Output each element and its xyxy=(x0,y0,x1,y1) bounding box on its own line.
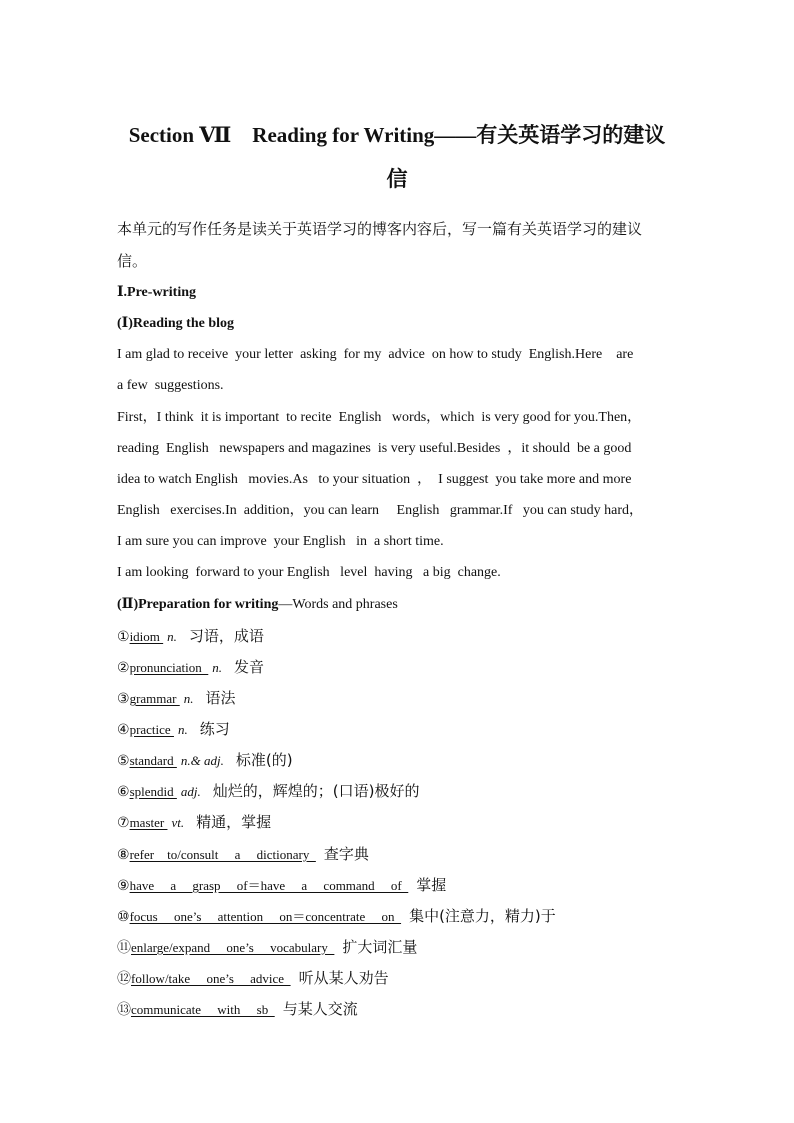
vocab-pos: n. xyxy=(167,629,177,644)
vocab-meaning: 习语，成语 xyxy=(188,627,264,645)
vocab-term: follow/take one’s advice xyxy=(131,971,291,986)
vocab-meaning: 掌握 xyxy=(416,876,447,894)
blog-line: I am looking forward to your English level having a big change. xyxy=(117,565,501,580)
blog-line: First，I think it is important to recite English words，which is very good for you.Then， xyxy=(117,410,642,425)
vocab-item xyxy=(117,937,417,959)
intro-line-2: 信。 xyxy=(117,252,148,270)
vocab-number: ⑤ xyxy=(117,753,130,769)
vocab-number: ⑧ xyxy=(117,847,130,863)
vocab-number: ② xyxy=(117,660,130,676)
blog-line: I am glad to receive your letter asking for my advice on how to study English.Here are xyxy=(117,347,634,362)
vocab-item xyxy=(117,657,264,679)
vocab-number: ⑨ xyxy=(117,878,130,894)
vocab-item xyxy=(117,781,419,803)
vocab-item xyxy=(117,812,271,834)
vocab-term: splendid xyxy=(129,784,177,799)
vocab-term: practice xyxy=(129,722,174,737)
vocab-pos: n.& adj. xyxy=(180,753,224,768)
vocab-number: ⑫ xyxy=(117,971,131,987)
vocab-meaning: 语法 xyxy=(205,689,236,707)
vocab-term: focus one’s attention on＝concentrate on xyxy=(129,909,402,924)
subheading-reading-blog: (Ⅰ)Reading the blog xyxy=(117,316,234,331)
vocab-meaning: 与某人交流 xyxy=(282,1000,358,1018)
vocab-pos: adj. xyxy=(180,784,201,799)
blog-line: a few suggestions. xyxy=(117,378,224,393)
subheading-preparation xyxy=(117,595,398,615)
title-line-1: Section Ⅶ Reading for Writing——有关英语学习的建议 xyxy=(128,123,666,147)
vocab-number: ⑩ xyxy=(117,909,130,925)
vocab-meaning: 查字典 xyxy=(323,845,369,863)
vocab-term: idiom xyxy=(129,629,164,644)
vocab-term: refer to/consult a dictionary xyxy=(129,847,316,862)
vocab-meaning: 精通，掌握 xyxy=(196,813,272,831)
vocab-term: have a grasp of＝have a command of xyxy=(129,878,409,893)
vocab-item xyxy=(117,906,556,928)
vocab-item xyxy=(117,626,264,648)
vocab-number: ③ xyxy=(117,691,130,707)
page-title xyxy=(116,113,678,201)
vocab-number: ① xyxy=(117,629,130,645)
vocab-term: master xyxy=(129,815,168,830)
vocab-meaning: 发音 xyxy=(234,658,265,676)
vocab-meaning: 标准(的) xyxy=(235,751,293,769)
vocab-item xyxy=(117,875,446,897)
vocab-meaning: 练习 xyxy=(199,720,230,738)
vocab-pos: n. xyxy=(212,660,223,675)
vocab-pos: n. xyxy=(183,691,194,706)
vocab-item xyxy=(117,719,230,741)
blog-line: idea to watch English movies.As to your situation ， I suggest you take more and more xyxy=(117,472,632,487)
vocab-item xyxy=(117,968,389,990)
vocab-number: ④ xyxy=(117,722,130,738)
vocab-item xyxy=(117,688,236,710)
vocab-number: ⑪ xyxy=(117,940,131,956)
vocab-meaning: 灿烂的，辉煌的；(口语)极好的 xyxy=(212,782,420,800)
vocab-number: ⑥ xyxy=(117,784,130,800)
vocab-item xyxy=(117,750,293,772)
blog-line: reading English newspapers and magazines is very useful.Besides ，it should be a good xyxy=(117,441,632,456)
vocab-term: pronunciation xyxy=(129,660,209,675)
vocab-term: grammar xyxy=(129,691,180,706)
vocab-pos: n. xyxy=(177,722,188,737)
subheading-preparation-bold: (Ⅱ)Preparation for writing xyxy=(117,597,279,612)
vocab-pos: vt. xyxy=(171,815,185,830)
vocab-term: standard xyxy=(129,753,177,768)
blog-line: I am sure you can improve your English in a short time. xyxy=(117,534,444,549)
vocab-number: ⑬ xyxy=(117,1002,131,1018)
vocab-item xyxy=(117,844,369,866)
intro-line-1: 本单元的写作任务是读关于英语学习的博客内容后，写一篇有关英语学习的建议 xyxy=(117,220,643,238)
section-heading-prewriting: Ⅰ.Pre-writing xyxy=(117,285,196,300)
blog-line: English exercises.In addition，you can learn English grammar.If you can study hard， xyxy=(117,503,644,518)
vocab-term: enlarge/expand one’s vocabulary xyxy=(131,940,335,955)
vocab-item xyxy=(117,999,358,1021)
subheading-preparation-rest: —Words and phrases xyxy=(278,597,398,612)
vocab-meaning: 集中(注意力，精力)于 xyxy=(409,907,556,925)
vocab-meaning: 扩大词汇量 xyxy=(342,938,418,956)
vocab-term: communicate with sb xyxy=(131,1002,275,1017)
vocab-number: ⑦ xyxy=(117,815,130,831)
title-line-2: 信 xyxy=(386,167,408,191)
vocab-meaning: 听从某人劝告 xyxy=(298,969,389,987)
